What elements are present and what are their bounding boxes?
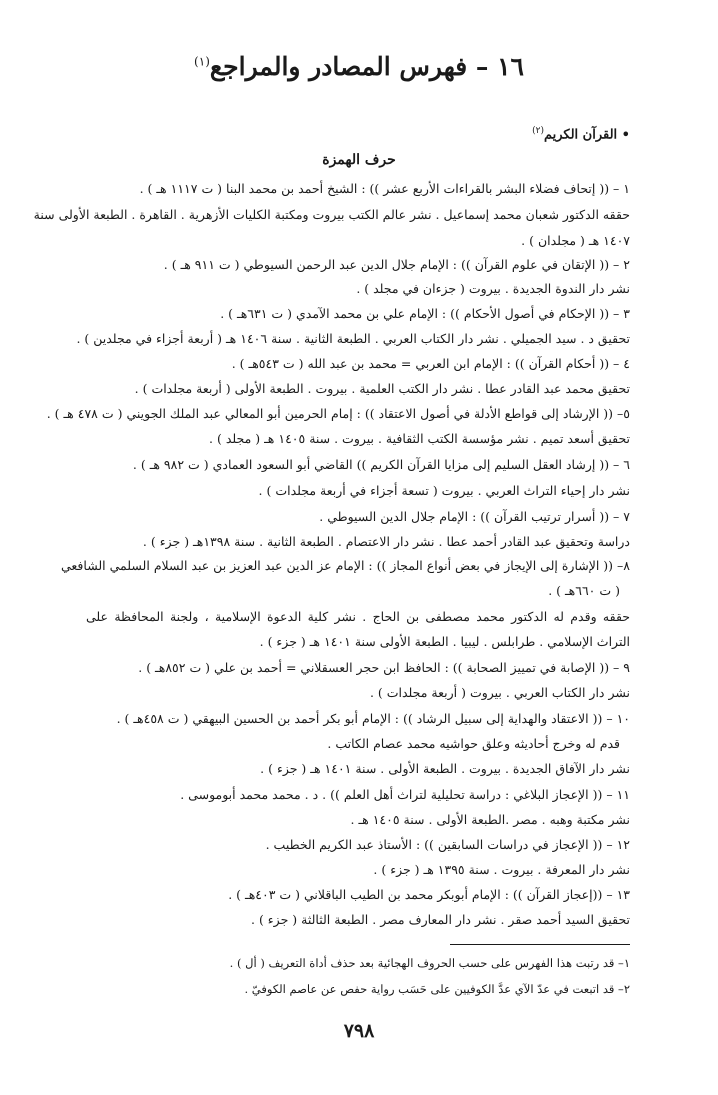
page-title [0, 52, 718, 81]
entry-line: ١١ – (( الإعجاز البلاغي : دراسة تحليلية لتراث أهل العلم )) . د . محمد محمد أبوموسى . [180, 787, 630, 802]
entry-line: التراث الإسلامي . طرابلس . ليبيا . الطبعة الأولى سنة ١٤٠١ هـ ( جزء ) . [259, 634, 630, 649]
entry-line: نشر دار الآفاق الجديدة . بيروت . الطبعة الأولى . سنة ١٤٠١ هـ ( جزء ) . [260, 761, 630, 776]
entry-line: ١٤٠٧ هـ ( مجلدان ) . [521, 233, 630, 248]
title-footnote-mark: (١) [194, 54, 210, 69]
entry-line: حققه الدكتور شعبان محمد إسماعيل . نشر عالم الكتب بيروت ومكتبة الكليات الأزهرية . القاهرة . الطبعة الأولى سنة [33, 207, 630, 222]
section-heading: • القرآن الكريم$^{(٢)}$ [532, 126, 630, 143]
entry-line: نشر دار الندوة الجديدة . بيروت ( جزءان في مجلد ) . [356, 281, 630, 296]
page-number: ٧٩٨ [343, 1020, 375, 1042]
entry-line: ٦ – (( إرشاد العقل السليم إلى مزايا القرآن الكريم )) القاضي أبو السعود العمادي ( ت ٩٨٢ هـ ) . [132, 457, 630, 472]
entry-line: قدم له وخرج أحاديثه وعلق حواشيه محمد عصام الكاتب . [327, 736, 620, 751]
entry-line: ٨– (( الإشارة إلى الإيجاز في بعض أنواع المجاز )) : الإمام عز الدين عبد العزيز بن عبد السلام السلمي الشافعي [60, 558, 630, 573]
entry-line: نشر دار المعرفة . بيروت . سنة ١٣٩٥ هـ ( جزء ) . [373, 862, 630, 877]
footnote: ١– قد رتبت هذا الفهرس على حسب الحروف الهجائية بعد حذف أداة التعريف ( أل ) . [229, 956, 630, 970]
entry-line: ١٣ – ((إعجاز القرآن )) : الإمام أبوبكر محمد بن الطيب الباقلاني ( ت ٤٠٣هـ ) . [228, 887, 630, 902]
entry-line: ٢ – (( الإتقان في علوم القرآن )) : الإمام جلال الدين عبد الرحمن السيوطي ( ت ٩١١ هـ ) . [163, 257, 630, 272]
entry-line: تحقيق د . سيد الجميلي . نشر دار الكتاب العربي . الطبعة الثانية . سنة ١٤٠٦ هـ ( أربعة أجزاء في مجلدين ) . [76, 331, 630, 346]
entry-line: ٩ – (( الإصابة في تمييز الصحابة )) : الحافظ ابن حجر العسقلاني = أحمد بن علي ( ت ٨٥٢هـ ) . [138, 660, 630, 675]
entry-line: تحقيق أسعد تميم . نشر مؤسسة الكتب الثقافية . بيروت . سنة ١٤٠٥ هـ ( مجلد ) . [209, 431, 630, 446]
section-heading-text: القرآن الكريم [543, 127, 618, 143]
entry-line: ١٢ – (( الإعجاز في دراسات السابقين )) : الأستاذ عبد الكريم الخطيب . [265, 837, 630, 852]
entry-line: تحقيق محمد عبد القادر عطا . نشر دار الكتب العلمية . بيروت . الطبعة الأولى ( أربعة مجلدات ) . [134, 381, 630, 396]
entry-line: ١٠ – (( الاعتقاد والهداية إلى سبيل الرشاد )) : الإمام أبو بكر أحمد بن الحسين البيهقي ( ت ٤٥٨هـ ) . [116, 711, 630, 726]
entry-line: تحقيق السيد أحمد صقر . نشر دار المعارف مصر . الطبعة الثالثة ( جزء ) . [251, 912, 630, 927]
entry-line: ١ – (( إتحاف فضلاء البشر بالقراءات الأربع عشر )) : الشيخ أحمد بن محمد البنا ( ت ١١١٧ هـ ) . [139, 181, 630, 196]
section-footnote-mark: (٢) [532, 126, 544, 136]
entry-line: ٥– (( الإرشاد إلى قواطع الأدلة في أصول الاعتقاد )) : إمام الحرمين أبو المعالي عبد الملك الجويني ( ت ٤٧٨ هـ ) . [46, 406, 630, 421]
entry-line: ٤ – (( أحكام القرآن )) : الإمام ابن العربي = محمد بن عبد الله ( ت ٥٤٣هـ ) . [231, 356, 630, 371]
subheading: حرف الهمزة [322, 152, 396, 168]
entry-line: ( ت ٦٦٠هـ ) . [548, 583, 620, 598]
entry-line: ٣ – (( الإحكام في أصول الأحكام )) : الإمام علي بن محمد الآمدي ( ت ٦٣١هـ ) . [220, 306, 630, 321]
entry-line: نشر مكتبة وهبه . مصر .الطبعة الأولى . سنة ١٤٠٥ هـ . [350, 812, 630, 827]
footnote-divider [450, 944, 630, 945]
page-title-text: ١٦ – فهرس المصادر والمراجع [209, 52, 524, 81]
entry-line: ٧ – (( أسرار ترتيب القرآن )) : الإمام جلال الدين السيوطي . [319, 509, 630, 524]
entry-line: نشر دار إحياء التراث العربي . بيروت ( تسعة أجزاء في أربعة مجلدات ) . [258, 483, 630, 498]
footnote: ٢– قد اتبعت في عدّ الآي عدَّ الكوفيين على حَسَب رواية حفص عن عاصم الكوفيّ . [244, 982, 630, 996]
entry-line: نشر دار الكتاب العربي . بيروت ( أربعة مجلدات ) . [369, 685, 630, 700]
entry-line: حققه وقدم له الدكتور محمد مصطفى بن الحاج . نشر كلية الدعوة الإسلامية ، ولجنة المحافظة على [86, 609, 630, 624]
entry-line: دراسة وتحقيق عبد القادر أحمد عطا . نشر دار الاعتصام . الطبعة الثانية . سنة ١٣٩٨هـ ( جزء ) . [142, 534, 630, 549]
